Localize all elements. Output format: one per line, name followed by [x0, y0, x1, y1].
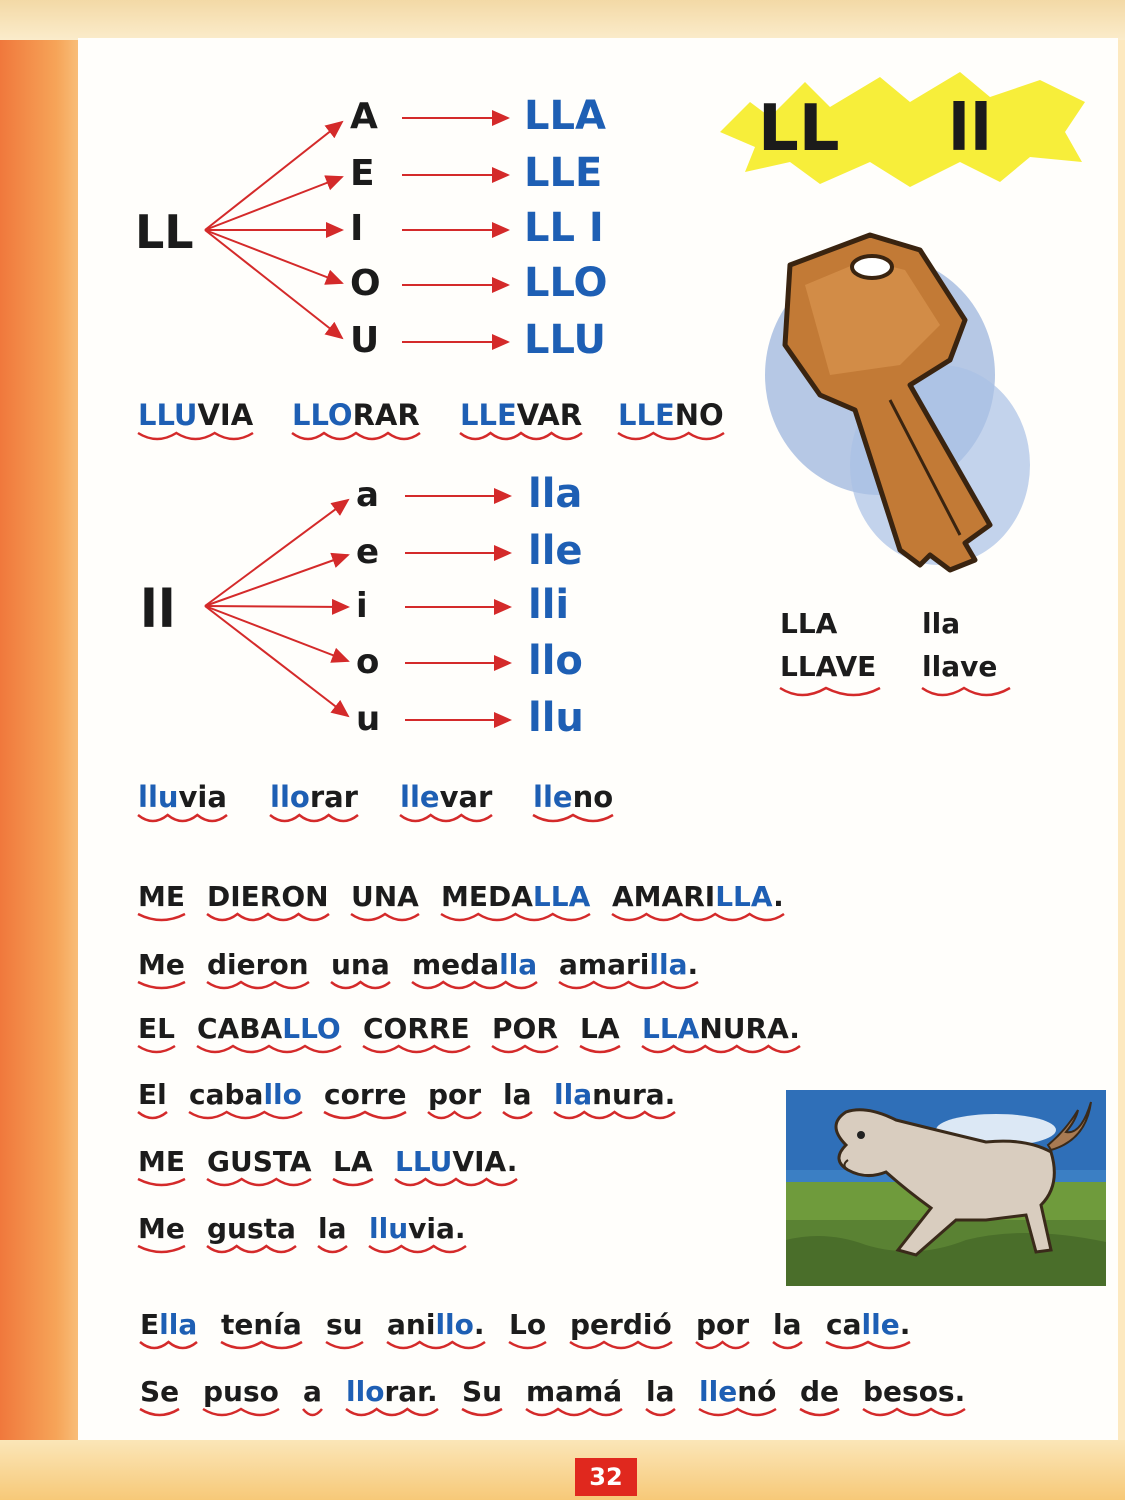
page-number: 32	[575, 1458, 637, 1496]
upper_diagram-result: LLO	[524, 260, 608, 307]
sentence-word: la	[318, 1212, 347, 1245]
highlight-syllable: LLU	[395, 1145, 453, 1178]
lower_words-word	[138, 780, 227, 814]
sentence-word: Se	[140, 1375, 180, 1408]
sentence-word	[699, 1375, 776, 1408]
lower_diagram-result: lla	[528, 471, 583, 518]
upper_diagram-fan-arrow	[205, 230, 342, 338]
sentence-word: una	[331, 948, 390, 981]
sentence-word: la	[773, 1308, 802, 1341]
lower_diagram-fan-arrow	[205, 606, 348, 716]
word-part: .	[773, 880, 784, 913]
upper_diagram-result: LLA	[524, 93, 606, 140]
sentence-word	[642, 1012, 800, 1045]
sentence-word: CORRE	[363, 1012, 470, 1045]
upper_diagram-vowel: E	[350, 152, 375, 194]
highlight-syllable: LLE	[618, 398, 675, 432]
sentence-word: la	[646, 1375, 675, 1408]
word-part: VIA.	[452, 1145, 518, 1178]
word-part: ani	[387, 1308, 436, 1341]
word-part: amari	[559, 948, 650, 981]
lower_diagram-fan-arrow	[205, 606, 348, 607]
highlight-syllable: lle	[699, 1375, 738, 1408]
highlight-syllable: LLA	[532, 880, 591, 913]
upper_diagram-vowel: U	[350, 319, 380, 361]
word-part: NURA.	[699, 1012, 800, 1045]
sentence-word: mamá	[526, 1375, 623, 1408]
key-syllable-lower: lla	[922, 607, 961, 640]
sentence-word	[387, 1308, 485, 1341]
lower-source-ll: ll	[140, 580, 176, 640]
upper_words-word	[138, 398, 253, 432]
sentence-word: UNA	[351, 880, 419, 913]
lower_diagram-vowel: a	[356, 474, 379, 515]
highlight-syllable: lle	[533, 780, 573, 814]
sentence-word: gusta	[207, 1212, 296, 1245]
sentence-word: besos.	[863, 1375, 966, 1408]
lower_diagram-result: lle	[528, 528, 583, 575]
word-part: ca	[826, 1308, 862, 1341]
highlight-syllable: lle	[400, 780, 440, 814]
key-illustration	[760, 225, 1040, 585]
sentence-word: de	[800, 1375, 840, 1408]
word-rest: via	[178, 780, 227, 814]
highlight-syllable: LLO	[282, 1012, 341, 1045]
highlight-syllable: llo	[263, 1078, 302, 1111]
word-rest: RAR	[352, 398, 420, 432]
word-part: E	[140, 1308, 160, 1341]
word-part: via.	[408, 1212, 466, 1245]
lower_diagram-result: lli	[528, 582, 570, 629]
sentence-word: GUSTA	[207, 1145, 312, 1178]
upper_words-word	[460, 398, 582, 432]
sentence-word: Su	[462, 1375, 503, 1408]
title-upper: LL	[758, 92, 840, 166]
highlight-syllable: llu	[138, 780, 179, 814]
word-part: meda	[412, 948, 500, 981]
highlight-syllable: llu	[369, 1212, 409, 1245]
word-part: rar.	[384, 1375, 438, 1408]
sentence-word: Lo	[509, 1308, 547, 1341]
word-part: .	[687, 948, 699, 981]
sentence-word	[612, 880, 784, 913]
sentence-word: por	[428, 1078, 482, 1111]
upper_words-word	[292, 398, 420, 432]
sentence-word: LA	[333, 1145, 373, 1178]
word-rest: NO	[674, 398, 724, 432]
sentence-word	[140, 1308, 197, 1341]
highlight-syllable: lle	[861, 1308, 900, 1341]
sentence-word: su	[326, 1308, 363, 1341]
sentence-word	[189, 1078, 302, 1111]
lower_diagram-result: llo	[528, 638, 583, 685]
lower_diagram-result: llu	[528, 695, 584, 742]
highlight-syllable: llo	[346, 1375, 385, 1408]
lower_diagram-vowel: o	[356, 641, 380, 682]
lower_diagram-vowel: i	[356, 585, 368, 626]
highlight-syllable: lla	[554, 1078, 593, 1111]
sentence-word	[554, 1078, 675, 1111]
word-part: CABA	[197, 1012, 283, 1045]
horse-illustration	[786, 1090, 1106, 1286]
word-rest: VIA	[197, 398, 254, 432]
highlight-syllable: LLA	[715, 880, 774, 913]
highlight-syllable: llo	[435, 1308, 474, 1341]
sentence-word	[412, 948, 537, 981]
lower_diagram-fan-arrow	[205, 500, 348, 606]
highlight-syllable: LLE	[460, 398, 517, 432]
lower_diagram-fan-arrow	[205, 606, 348, 661]
upper-source-ll: LL	[135, 205, 194, 259]
highlight-syllable: lla	[159, 1308, 198, 1341]
sentence-word	[197, 1012, 341, 1045]
key-word-lower: llave	[922, 650, 998, 683]
highlight-syllable: LLU	[138, 398, 198, 432]
sentence-word	[346, 1375, 438, 1408]
word-rest: var	[439, 780, 493, 814]
sentence-word: EL	[138, 1012, 175, 1045]
upper_diagram-vowel: I	[350, 207, 364, 249]
sentence-word	[369, 1212, 466, 1245]
word-rest: no	[572, 780, 614, 814]
lower_words-word	[400, 780, 492, 814]
upper_diagram-vowel: A	[350, 95, 378, 137]
sentence-word: ME	[138, 1145, 185, 1178]
sentence-word	[441, 880, 590, 913]
key-word-upper: LLAVE	[780, 650, 877, 683]
lower_diagram-vowel: u	[356, 698, 381, 739]
lower_words-word	[533, 780, 613, 814]
sentence-word	[559, 948, 698, 981]
highlight-syllable: LLA	[642, 1012, 700, 1045]
highlight-syllable: lla	[499, 948, 538, 981]
highlight-syllable: llo	[270, 780, 310, 814]
word-rest: rar	[309, 780, 358, 814]
sentence-word: la	[503, 1078, 532, 1111]
lower_words-word	[270, 780, 358, 814]
word-rest: VAR	[516, 398, 583, 432]
sentence-word: tenía	[221, 1308, 302, 1341]
upper_diagram-result: LLU	[524, 317, 607, 364]
lower_diagram-vowel: e	[356, 531, 380, 572]
upper_diagram-fan-arrow	[205, 177, 342, 230]
sentence-word: por	[696, 1308, 750, 1341]
word-part: nó	[737, 1375, 777, 1408]
sentence-word: El	[138, 1078, 167, 1111]
sentence-word	[826, 1308, 910, 1341]
upper_words-word	[618, 398, 724, 432]
sentence-word: Me	[138, 1212, 185, 1245]
sentence-word: perdió	[570, 1308, 672, 1341]
word-part: caba	[189, 1078, 264, 1111]
sentence-word: POR	[492, 1012, 558, 1045]
upper_diagram-vowel: O	[350, 262, 381, 304]
sentence-word: Me	[138, 948, 185, 981]
word-part: MEDA	[441, 880, 533, 913]
word-part: .	[899, 1308, 911, 1341]
highlight-syllable: LLO	[292, 398, 353, 432]
sentence-word: a	[303, 1375, 322, 1408]
key-syllable-upper: LLA	[780, 607, 838, 640]
upper_diagram-result: LL I	[524, 205, 604, 252]
sentence-word: LA	[580, 1012, 620, 1045]
sentence-word: dieron	[207, 948, 309, 981]
title-lower: ll	[948, 92, 992, 166]
sentence-word: puso	[203, 1375, 279, 1408]
upper_diagram-result: LLE	[524, 150, 603, 197]
upper_diagram-fan-arrow	[205, 230, 342, 283]
sentence-word: ME	[138, 880, 185, 913]
upper_diagram-fan-arrow	[205, 122, 342, 230]
word-part: .	[473, 1308, 485, 1341]
sentence-word	[395, 1145, 517, 1178]
sentence-word: corre	[324, 1078, 407, 1111]
word-part: AMARI	[612, 880, 716, 913]
word-part: nura.	[592, 1078, 676, 1111]
highlight-syllable: lla	[649, 948, 688, 981]
sentence-word: DIERON	[207, 880, 329, 913]
lower_diagram-fan-arrow	[205, 555, 348, 606]
